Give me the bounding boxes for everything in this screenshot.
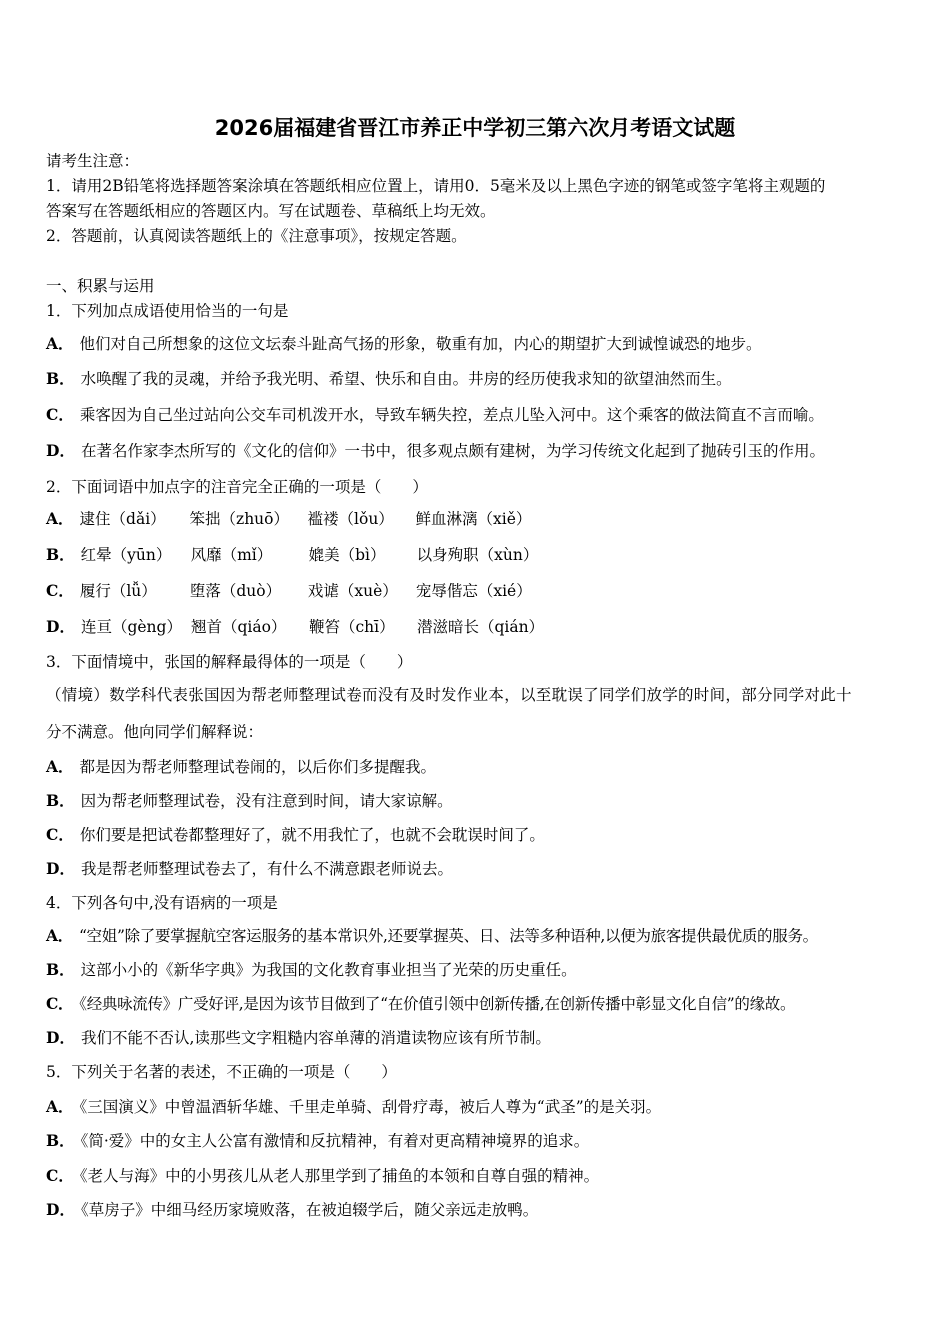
option-letter: D． [46, 1028, 75, 1047]
question-stem: 2．下面词语中加点字的注音完全正确的一项是（ ） [46, 478, 428, 496]
option-letter: D． [46, 859, 75, 878]
notice-line: 1．请用2B铅笔将选择题答案涂填在答题纸相应位置上，请用0．5毫米及以上黑色字迹的钢笔或签字笔将主观题的 [46, 177, 826, 195]
option-letter: A． [46, 509, 74, 528]
option-word: 堕落（duò） [189, 582, 282, 600]
option-c [46, 825, 545, 845]
option-a [46, 334, 762, 354]
option-text: 因为帮老师整理试卷，没有注意到时间，请大家谅解。 [80, 792, 453, 810]
notice-line: 答案写在答题纸相应的答题区内。写在试题卷、草稿纸上均无效。 [46, 202, 496, 220]
page-title: 2026届福建省晋江市养正中学初三第六次月考语文试题 [214, 116, 736, 140]
option-b [46, 791, 453, 811]
option-letter: C． [46, 405, 74, 424]
option-word: 以身殉职（xùn） [416, 546, 539, 564]
option-word: 逮住（dǎi） [79, 510, 166, 528]
option-letter: C． [46, 994, 74, 1013]
option-b [46, 960, 577, 980]
option-d [46, 859, 453, 879]
option-letter: B． [46, 545, 75, 564]
option-text: 《三国演义》中曾温酒斩华雄、千里走单骑、刮骨疗毒，被后人尊为“武圣”的是关羽。 [79, 1098, 662, 1116]
option-letter: A． [46, 926, 73, 945]
option-word: 鞭笞（chī） [308, 618, 395, 636]
option-text: “空姐”除了要掌握航空客运服务的基本常识外,还要掌握英、日、法等多种语种,以便为旅客提供最优质的服务。 [78, 927, 818, 945]
option-b [46, 545, 538, 565]
option-word: 褴褛（lǒu） [307, 510, 394, 528]
option-text: 《草房子》中细马经历家境败落，在被迫辍学后，随父亲远走放鸭。 [80, 1201, 539, 1219]
option-letter: A． [46, 757, 74, 776]
option-text: 你们要是把试卷都整理好了，就不用我忙了，也就不会耽误时间了。 [79, 826, 545, 844]
option-d [46, 1200, 538, 1220]
option-text: 乘客因为自己坐过站向公交车司机泼开水，导致车辆失控，差点儿坠入河中。这个乘客的做法简直不言而喻。 [79, 406, 824, 424]
option-text: 我们不能不否认,读那些文字粗糙内容单薄的消遣读物应该有所节制。 [80, 1029, 551, 1047]
option-d [46, 617, 544, 637]
option-b [46, 369, 732, 389]
option-text: 都是因为帮老师整理试卷闹的，以后你们多提醒我。 [79, 758, 437, 776]
option-letter: D． [46, 617, 75, 636]
notice-line: 2．答题前，认真阅读答题纸上的《注意事项》，按规定答题。 [46, 227, 467, 245]
option-word: 红晕（yūn） [80, 546, 172, 564]
option-c [46, 405, 824, 425]
option-letter: C． [46, 581, 74, 600]
option-word: 履行（lǚ） [79, 582, 157, 600]
question-stem: 5．下列关于名著的表述，不正确的一项是（ ） [46, 1063, 397, 1081]
option-word: 宠辱偕忘（xié） [415, 582, 532, 600]
option-word: 戏谑（xuè） [307, 582, 398, 600]
option-letter: B． [46, 791, 75, 810]
option-letter: A． [46, 334, 74, 353]
option-letter: A． [46, 1097, 74, 1116]
option-word: 笨拙（zhuō） [189, 510, 289, 528]
option-b [46, 1131, 589, 1151]
option-word: 媲美（bì） [308, 546, 386, 564]
option-text: 在著名作家李杰所写的《文化的信仰》一书中，很多观点颇有建树，为学习传统文化起到了抛砖引玉的作用。 [80, 442, 825, 460]
notice-heading: 请考生注意： [46, 152, 140, 170]
option-c [46, 581, 532, 601]
question-stem: 3．下面情境中，张国的解释最得体的一项是（ ） [46, 653, 413, 671]
option-word: 鲜血淋漓（xiě） [415, 510, 532, 528]
question-stem: 1．下列加点成语使用恰当的一句是 [46, 302, 289, 320]
option-a [46, 757, 436, 777]
context-line: （情境）数学科代表张国因为帮老师整理试卷而没有及时发作业本，以至耽误了同学们放学的时间，部分同学对此十 [46, 686, 852, 704]
option-letter: C． [46, 1166, 74, 1185]
option-word: 连亘（gèng） [80, 618, 182, 636]
option-letter: C． [46, 825, 74, 844]
option-text: 《简·爱》中的女主人公富有激情和反抗精神，有着对更高精神境界的追求。 [80, 1132, 590, 1150]
option-a [46, 1097, 661, 1117]
option-text: 《经典咏流传》广受好评,是因为该节目做到了“在价值引领中创新传播,在创新传播中彰显文化自信”的缘故。 [79, 995, 796, 1013]
option-a [46, 926, 818, 946]
option-word: 潜滋暗长（qián） [416, 618, 545, 636]
option-word: 风靡（mǐ） [190, 546, 273, 564]
option-letter: D． [46, 1200, 75, 1219]
context-line: 分不满意。他向同学们解释说： [46, 723, 264, 741]
section-heading: 一、积累与运用 [46, 277, 155, 295]
option-a [46, 509, 531, 529]
option-word: 翘首（qiáo） [190, 618, 287, 636]
option-d [46, 441, 825, 461]
option-text: 我是帮老师整理试卷去了，有什么不满意跟老师说去。 [80, 860, 453, 878]
option-d [46, 1028, 551, 1048]
option-letter: B． [46, 369, 75, 388]
question-stem: 4．下列各句中,没有语病的一项是 [46, 894, 278, 912]
option-c [46, 1166, 599, 1186]
option-letter: B． [46, 1131, 75, 1150]
option-letter: B． [46, 960, 75, 979]
option-c [46, 994, 795, 1014]
option-text: 他们对自己所想象的这位文坛泰斗趾高气扬的形象，敬重有加，内心的期望扩大到诚惶诚恐的地步。 [79, 335, 762, 353]
option-text: 水唤醒了我的灵魂，并给予我光明、希望、快乐和自由。井房的经历使我求知的欲望油然而生。 [80, 370, 732, 388]
option-text: 这部小小的《新华字典》为我国的文化教育事业担当了光荣的历史重任。 [80, 961, 577, 979]
option-letter: D． [46, 441, 75, 460]
option-text: 《老人与海》中的小男孩儿从老人那里学到了捕鱼的本领和自尊自强的精神。 [79, 1167, 600, 1185]
